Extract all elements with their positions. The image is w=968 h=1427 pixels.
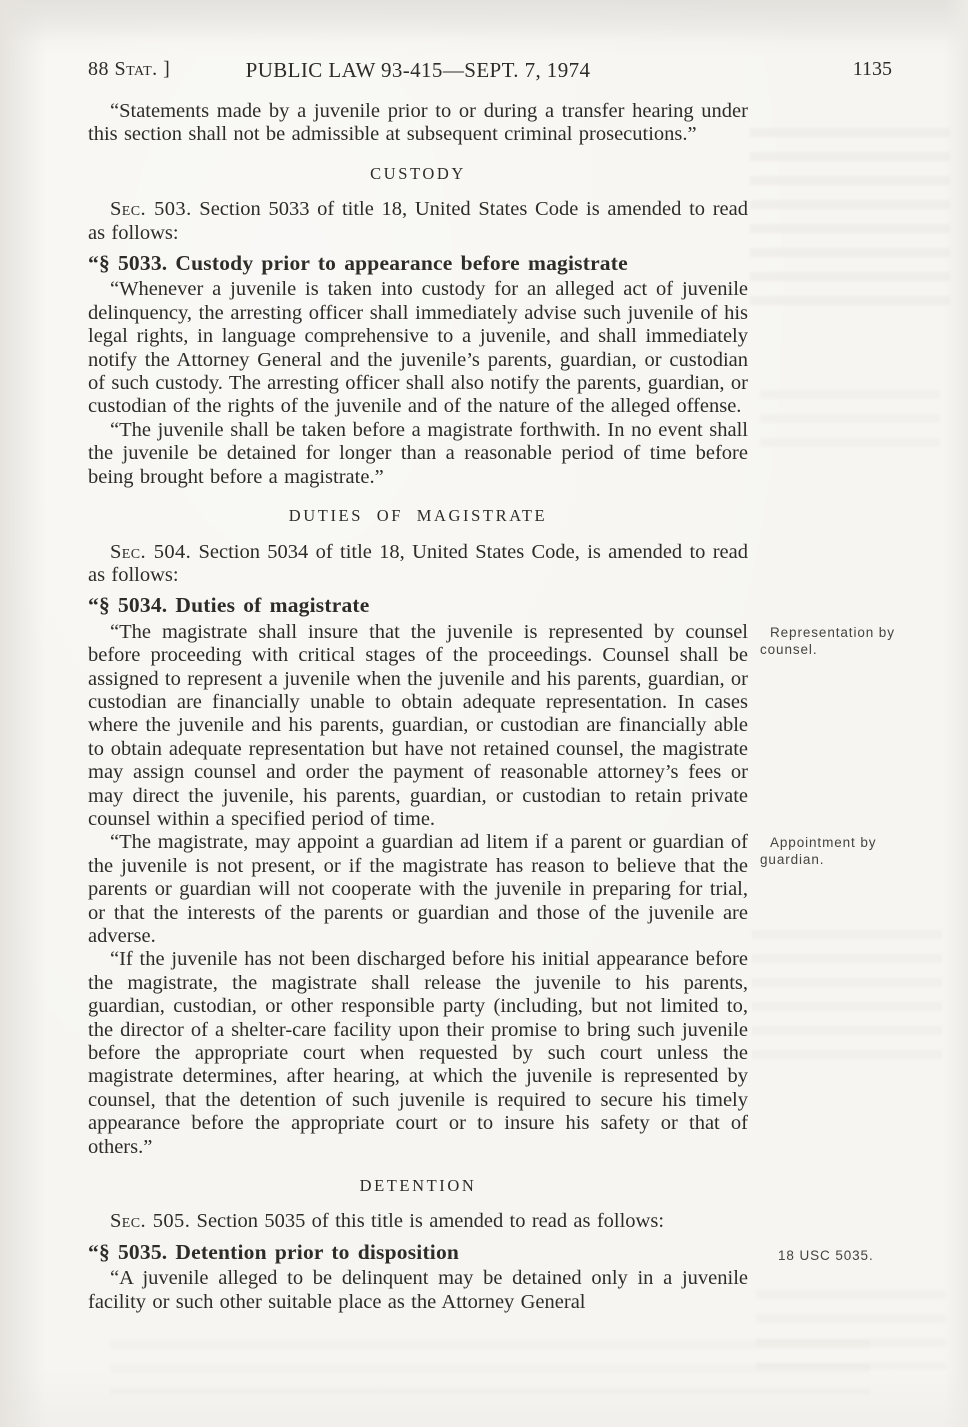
detention-heading: DETENTION xyxy=(359,1176,477,1196)
section-5034-heading: “§ 5034. Duties of magistrate xyxy=(88,593,370,618)
scan-right-shadow xyxy=(944,0,968,1427)
section-5035-paragraph-1: “A juvenile alleged to be delinquent may be detained only in a juvenile facility or such other suitable place as the Attorney General xyxy=(88,1267,748,1313)
sec-503-label: Sec. 503. xyxy=(110,198,192,221)
margin-note-appointment-by-guardian: Appointment by guardian. xyxy=(760,835,877,868)
intro-paragraph: “Statements made by a juvenile prior to or during a transfer hearing under this section shall not be admissible at subsequent criminal prosecutions.” xyxy=(88,100,748,146)
sec-504-text: Section 5034 of title 18, United States Code, is amended to read as follows: xyxy=(88,540,748,586)
section-5034-paragraph-2 xyxy=(88,831,877,948)
sec-503-text: Section 5033 of title 18, United States Code is amended to read as follows: xyxy=(88,198,748,244)
statutes-volume-label: 88 Stat. ] xyxy=(88,58,171,80)
bleed-through-artifact xyxy=(750,128,950,308)
sec-503-paragraph xyxy=(88,198,748,245)
section-5033-paragraph-2: “The juvenile shall be taken before a magistrate forthwith. In no event shall the juvenile be detained for longer than a reasonable period of time before being brought before a magistrate.” xyxy=(88,418,748,488)
sec-505-text: Section 5035 of this title is amended to read as follows: xyxy=(196,1210,665,1233)
sec-504-label: Sec. 504. xyxy=(110,540,192,563)
section-5033-paragraph-1: “Whenever a juvenile is taken into custody for an alleged act of juvenile delinquency, the arresting officer shall immediately advise such juvenile of his legal rights, in language comprehensive to a juvenile, and shall immediately notify the Attorney General and the juvenile’s parents, guardian, or custodian of such custody. The arresting officer shall also notify the parents, guardian, or custodian of the rights of the juvenile and of the nature of the alleged offense. xyxy=(88,278,748,418)
bleed-through-artifact xyxy=(756,1290,946,1370)
section-5034-paragraph-1 xyxy=(88,620,895,832)
sec-504-paragraph xyxy=(88,541,748,588)
scan-top-shadow xyxy=(0,0,968,42)
duties-of-magistrate-heading: DUTIES OF MAGISTRATE xyxy=(288,506,548,526)
section-5034-paragraph-3: “If the juvenile has not been discharged before his initial appearance before the magistrate, the magistrate shall release the juvenile to his parents, guardian, custodian, or other responsible party (including, but not limited to, the director of a shelter-care facility upon their promise to bring such juvenile before the appropriate court when requested by such court unless the magistrate determines, after hearing, at which the juvenile is represented by counsel, that the detention of such juvenile is required to secure his timely appearance before the appropriate court or to insure his safety or that of others.” xyxy=(88,948,748,1158)
section-5034-paragraph-1-text: “The magistrate shall insure that the juvenile is represented by counsel before proceeding with critical stages of the proceedings. Counsel shall be assigned to represent a juvenile when the juvenile and his parents, guardian, or custodian are financially unable to obtain adequate representation. In cases where the juvenile and his parents, guardian, or custodian are financially able to obtain adequate representation but have not retained counsel, the magistrate may assign counsel and order the payment of reasonable attorney’s fees or may direct the juvenile, his parents, guardian, or custodian to retain private counsel within a specified period of time. xyxy=(88,620,748,830)
section-5035-heading-text: “§ 5035. Detention prior to disposition xyxy=(88,1239,460,1264)
bleed-through-artifact xyxy=(752,930,942,1060)
bleed-through-artifact xyxy=(110,1340,870,1395)
section-5035-heading xyxy=(88,1239,874,1264)
section-5033-heading: “§ 5033. Custody prior to appearance before magistrate xyxy=(88,251,628,276)
sec-505-paragraph xyxy=(88,1210,748,1233)
public-law-title: PUBLIC LAW 93-415—SEPT. 7, 1974 xyxy=(245,58,591,82)
bleed-through-artifact xyxy=(760,390,940,450)
sec-505-label: Sec. 505. xyxy=(110,1210,191,1233)
margin-note-18-usc-5035: 18 USC 5035. xyxy=(778,1247,874,1263)
statute-text-column xyxy=(88,100,895,1314)
margin-note-representation-by-counsel: Representation by counsel. xyxy=(760,624,895,657)
section-5034-paragraph-2-text: “The magistrate, may appoint a guardian ad litem if a parent or guardian of the juvenile is not present, or if the magistrate has reason to believe that the parents or guardian will not cooperate with the juvenile in preparing for trial, or that the interests of the parents or guardian and those of the juvenile are adverse. xyxy=(88,831,748,947)
page-number: 1135 xyxy=(852,58,892,80)
scan-left-shadow xyxy=(0,0,46,1427)
running-head xyxy=(88,58,892,88)
custody-heading: CUSTODY xyxy=(370,163,466,183)
